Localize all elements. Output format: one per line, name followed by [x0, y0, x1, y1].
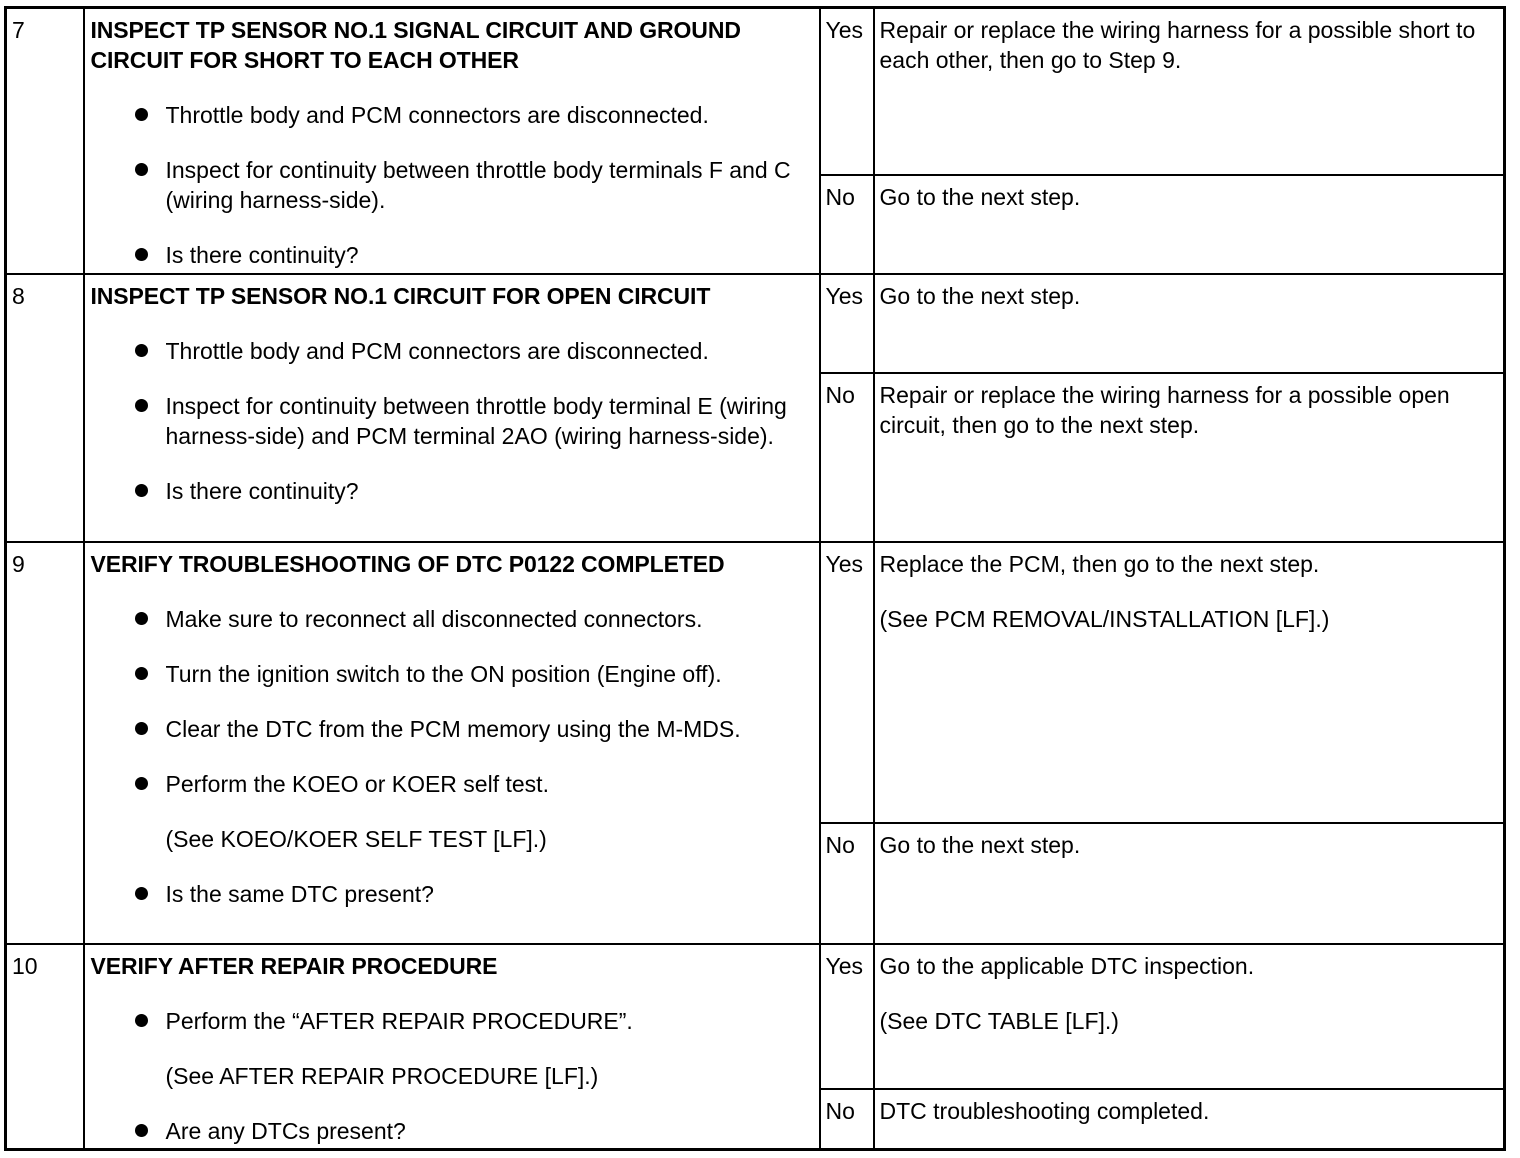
check-item-text: Is there continuity?	[165, 477, 359, 504]
check-list	[91, 336, 811, 506]
check-item-text: Clear the DTC from the PCM memory using the M-MDS.	[165, 715, 741, 742]
step-number: 7	[6, 8, 84, 274]
check-item-text: Is the same DTC present?	[165, 880, 434, 907]
bullet-icon	[135, 344, 148, 357]
step-7-row-yes	[6, 8, 1505, 175]
check-item-text: Turn the ignition switch to the ON position (Engine off).	[165, 660, 722, 687]
step-title: INSPECT TP SENSOR NO.1 CIRCUIT FOR OPEN CIRCUIT	[90, 282, 711, 309]
check-item-text: Are any DTCs present?	[165, 1117, 406, 1144]
bullet-icon	[135, 667, 148, 680]
action-reference: (See DTC TABLE [LF].)	[879, 1007, 1119, 1034]
yes-label: Yes	[820, 944, 874, 1089]
check-item	[91, 476, 811, 506]
no-action	[874, 1089, 1505, 1150]
check-item-text: Throttle body and PCM connectors are disconnected.	[165, 337, 709, 364]
check-list	[91, 100, 811, 270]
no-action	[874, 175, 1505, 274]
check-item-text: Make sure to reconnect all disconnected connectors.	[165, 605, 703, 632]
bullet-icon	[135, 163, 148, 176]
check-item	[91, 659, 811, 689]
no-label: No	[820, 823, 874, 944]
step-number: 10	[6, 944, 84, 1150]
check-item	[91, 391, 811, 451]
check-item	[91, 100, 811, 130]
step-inspection	[84, 8, 820, 274]
action-text: Replace the PCM, then go to the next step.	[879, 550, 1320, 577]
bullet-icon	[135, 399, 148, 412]
step-number: 8	[6, 274, 84, 542]
action-text: Go to the next step.	[879, 282, 1081, 309]
check-item	[91, 879, 811, 909]
action-text: Repair or replace the wiring harness for a possible open circuit, then go to the next step.	[879, 381, 1450, 438]
step-inspection	[84, 274, 820, 542]
check-item-text: Is there continuity?	[165, 242, 359, 268]
check-item	[91, 240, 811, 270]
check-item-text: Inspect for continuity between throttle body terminal E (wiring harness-side) and PCM terminal 2AO (wiring harness-side).	[165, 392, 787, 449]
bullet-icon	[135, 484, 148, 497]
bullet-icon	[135, 1124, 148, 1137]
bullet-icon	[135, 777, 148, 790]
bullet-icon	[135, 887, 148, 900]
check-list	[91, 604, 811, 799]
bullet-icon	[135, 108, 148, 121]
action-text: Go to the applicable DTC inspection.	[879, 952, 1255, 979]
check-item	[91, 769, 811, 799]
check-item	[91, 1006, 811, 1036]
check-item	[91, 155, 811, 215]
check-item	[91, 714, 811, 744]
step-title: VERIFY AFTER REPAIR PROCEDURE	[90, 952, 498, 979]
check-item	[91, 336, 811, 366]
step-inspection	[84, 542, 820, 944]
action-text: Go to the next step.	[879, 831, 1081, 858]
bullet-icon	[135, 722, 148, 735]
step-inspection	[84, 944, 820, 1150]
no-label: No	[820, 175, 874, 274]
no-label: No	[820, 1089, 874, 1150]
step-9-row-yes	[6, 542, 1505, 823]
check-item-text: Inspect for continuity between throttle body terminals F and C (wiring harness-side).	[165, 157, 791, 213]
no-action	[874, 823, 1505, 944]
yes-label: Yes	[820, 542, 874, 823]
yes-action	[874, 8, 1505, 175]
yes-label: Yes	[820, 274, 874, 373]
check-list	[91, 1006, 811, 1036]
step-10-row-yes	[6, 944, 1505, 1089]
step-number: 9	[6, 542, 84, 944]
check-list	[91, 879, 811, 909]
step-title: VERIFY TROUBLESHOOTING OF DTC P0122 COMPLETED	[90, 550, 725, 577]
yes-label: Yes	[820, 8, 874, 175]
action-text: Go to the next step.	[879, 183, 1081, 210]
yes-action	[874, 274, 1505, 373]
step-title: INSPECT TP SENSOR NO.1 SIGNAL CIRCUIT AND GROUND CIRCUIT FOR SHORT TO EACH OTHER	[90, 17, 741, 73]
bullet-icon	[135, 612, 148, 625]
reference-note: (See AFTER REPAIR PROCEDURE [LF].)	[165, 1062, 599, 1089]
bullet-icon	[135, 1014, 148, 1027]
action-text: DTC troubleshooting completed.	[879, 1097, 1210, 1124]
no-label: No	[820, 373, 874, 542]
check-item	[91, 604, 811, 634]
check-item-text: Perform the KOEO or KOER self test.	[165, 770, 549, 797]
reference-note: (See KOEO/KOER SELF TEST [LF].)	[165, 825, 547, 852]
check-list	[91, 1116, 811, 1146]
bullet-icon	[135, 248, 148, 261]
yes-action	[874, 542, 1505, 823]
check-item-text: Throttle body and PCM connectors are disconnected.	[165, 102, 709, 128]
no-action	[874, 373, 1505, 542]
yes-action	[874, 944, 1505, 1089]
step-8-row-yes	[6, 274, 1505, 373]
check-item-text: Perform the “AFTER REPAIR PROCEDURE”.	[165, 1007, 633, 1034]
action-reference: (See PCM REMOVAL/INSTALLATION [LF].)	[879, 605, 1330, 632]
check-item	[91, 1116, 811, 1146]
troubleshooting-table	[4, 6, 1506, 1151]
action-text: Repair or replace the wiring harness for a possible short to each other, then go to Step 9.	[879, 17, 1476, 73]
